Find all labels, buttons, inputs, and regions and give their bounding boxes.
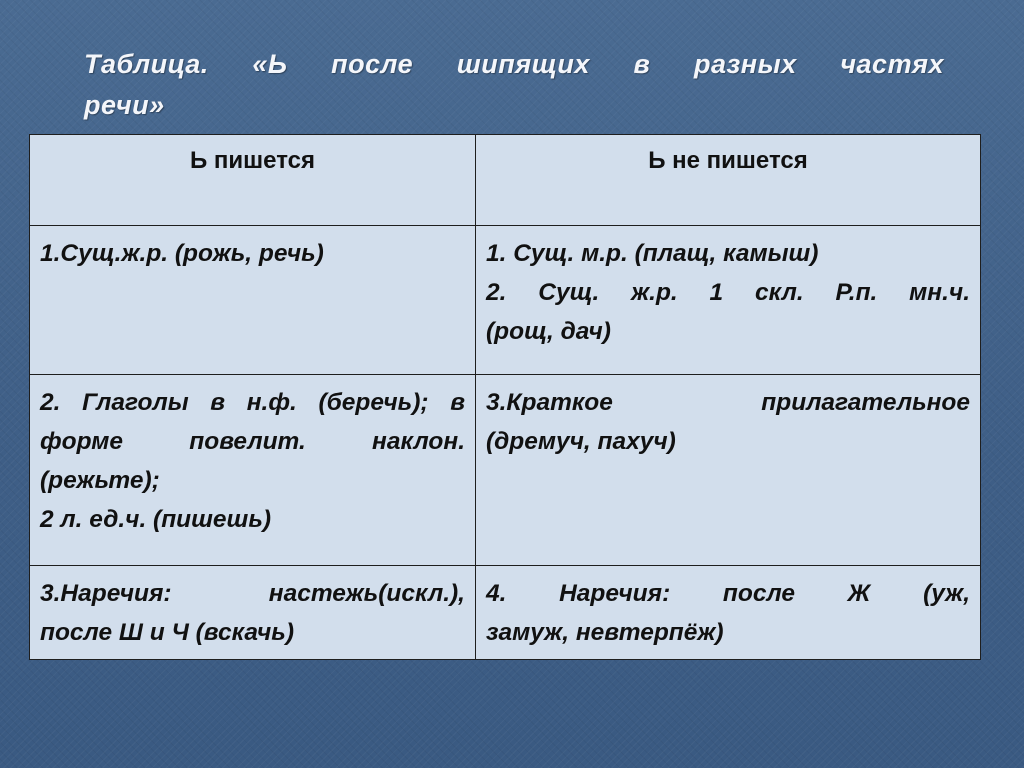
cell-line: после Ш и Ч (вскачь) bbox=[40, 619, 294, 646]
cell-line: 2. Глаголы в н.ф. (беречь); в bbox=[40, 389, 465, 416]
cell-written-row-2 bbox=[30, 375, 476, 566]
slide-title-line-2: речи» bbox=[84, 90, 165, 120]
cell-not-written-row-3 bbox=[476, 566, 981, 660]
table-row bbox=[30, 226, 981, 375]
cell-line: форме повелит. наклон. bbox=[40, 428, 465, 455]
table-row bbox=[30, 566, 981, 660]
cell-line: (режьте); bbox=[40, 467, 160, 494]
cell-not-written-row-2 bbox=[476, 375, 981, 566]
cell-line: 1.Сущ.ж.р. (рожь, речь) bbox=[40, 240, 324, 267]
cell-line: 2. Сущ. ж.р. 1 скл. Р.п. мн.ч. bbox=[486, 279, 970, 306]
cell-line: 2 л. ед.ч. (пишешь) bbox=[40, 506, 272, 533]
header-soft-sign-not-written: Ь не пишется bbox=[476, 135, 981, 226]
cell-line: замуж, невтерпёж) bbox=[486, 619, 724, 646]
table-header-row bbox=[30, 135, 981, 226]
cell-line: 3.Наречия: настежь(искл.), bbox=[40, 580, 465, 607]
cell-line: (рощ, дач) bbox=[486, 318, 611, 345]
table-row bbox=[30, 375, 981, 566]
cell-line: 4. Наречия: после Ж (уж, bbox=[486, 580, 970, 607]
cell-line: 3.Краткое прилагательное bbox=[486, 389, 970, 416]
slide-title bbox=[84, 44, 944, 126]
cell-not-written-row-1 bbox=[476, 226, 981, 375]
cell-written-row-1 bbox=[30, 226, 476, 375]
cell-line: (дремуч, пахуч) bbox=[486, 428, 676, 455]
cell-line: 1. Сущ. м.р. (плащ, камыш) bbox=[486, 240, 819, 267]
slide-title-line-1: Таблица. «Ь после шипящих в разных частях bbox=[84, 49, 944, 79]
header-soft-sign-written: Ь пишется bbox=[30, 135, 476, 226]
rules-table bbox=[29, 134, 981, 660]
cell-written-row-3 bbox=[30, 566, 476, 660]
